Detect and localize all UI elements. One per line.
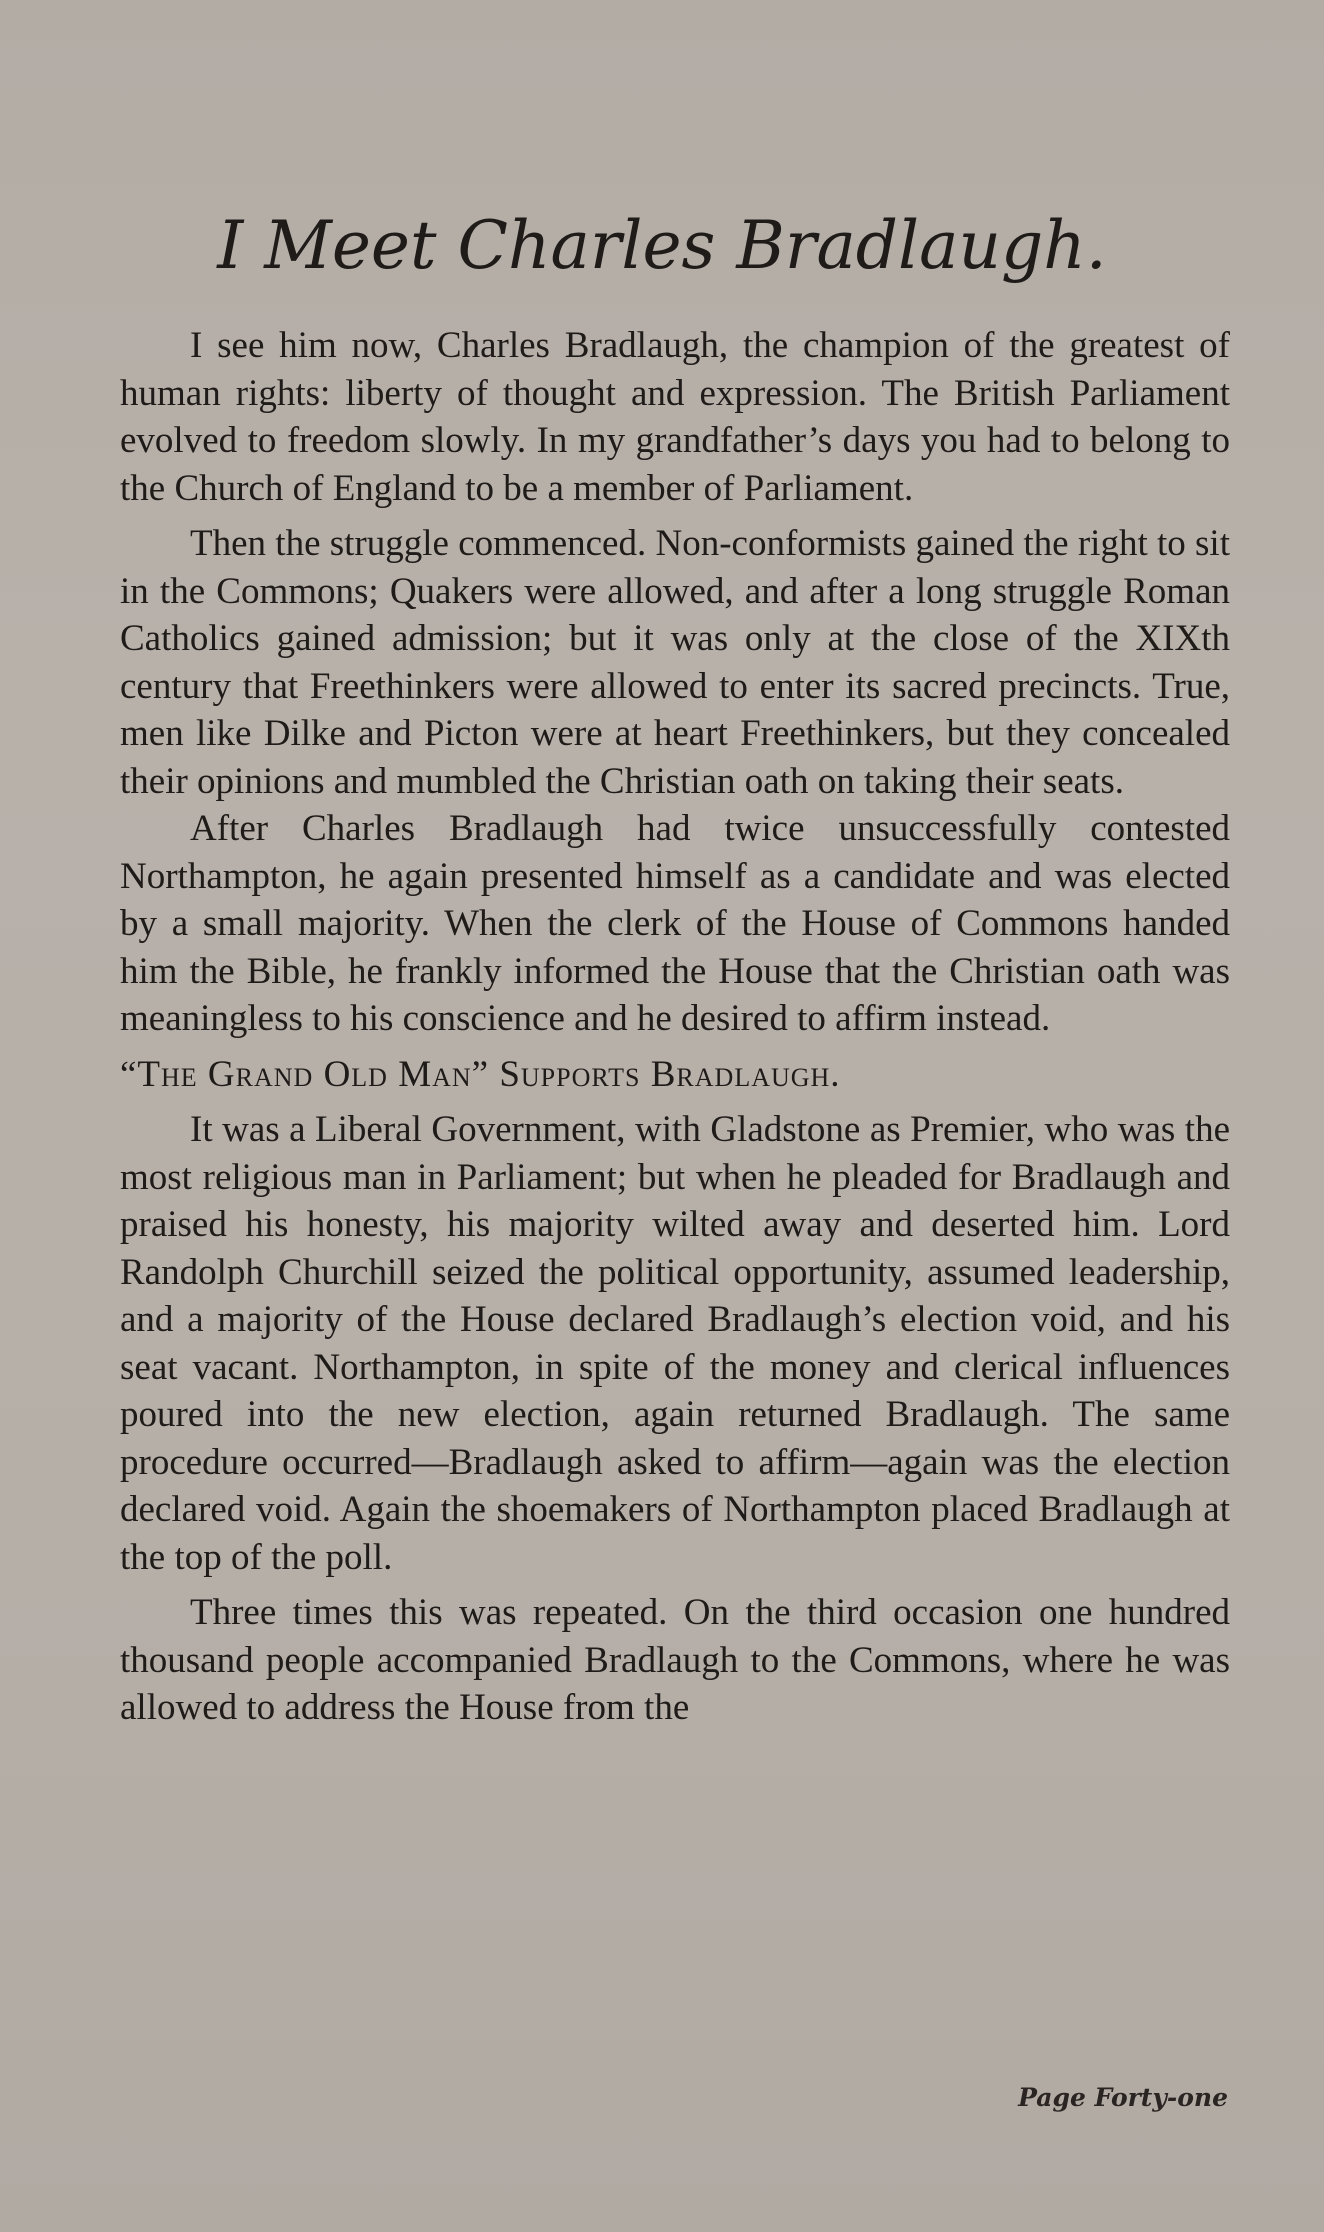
paragraph-4: It was a Liberal Government, with Gladstone as Premier, who was the most religious man in Parliament; but when he pleaded for Bradlaugh and praised his honesty, his majority wilted away and deserted him. Lord Randolph Churchill seized the political opportunity, assumed leadership, and a majority of the House declared Bradlaugh’s election void, and his seat vacant. Northampton, in spite of the money and clerical influences poured into the new election, again returned Bradlaugh. The same procedure occurred—Bradlaugh asked to affirm—again was the election declared void. Again the shoemakers of Northampton placed Bradlaugh at the top of the poll. <box>120 1109 1230 1578</box>
paragraph-1: I see him now, Charles Bradlaugh, the champion of the greatest of human rights: liberty of thought and expression. The British Parliament evolved to freedom slowly. In my grandfather’s days you had to belong to the Church of England to be a member of Parliament. <box>120 325 1230 509</box>
section-heading: “The Grand Old Man” Supports Bradlaugh. <box>120 1053 841 1095</box>
article-body <box>120 322 1230 1732</box>
paragraph-3: After Charles Bradlaugh had twice unsuccessfully contested Northampton, he again presented himself as a candidate and was elected by a small majority. When the clerk of the House of Commons handed him the Bible, he frankly informed the House that the Christian oath was meaningless to his conscience and he desired to affirm instead. <box>120 808 1230 1039</box>
paragraph-2: Then the struggle commenced. Non-conformists gained the right to sit in the Commons; Quakers were allowed, and after a long struggle Roman Catholics gained admission; but it was only at the close of the XIXth century that Freethinkers were allowed to enter its sacred precincts. True, men like Dilke and Picton were at heart Freethinkers, but they concealed their opinions and mumbled the Christian oath on taking their seats. <box>120 523 1230 802</box>
page-title: I Meet Charles Bradlaugh. <box>217 207 1107 284</box>
paragraph-5: Three times this was repeated. On the third occasion one hundred thousand people accompanied Bradlaugh to the Commons, where he was allowed to address the House from the <box>120 1592 1230 1728</box>
page-number: Page Forty-one <box>1018 2083 1228 2112</box>
